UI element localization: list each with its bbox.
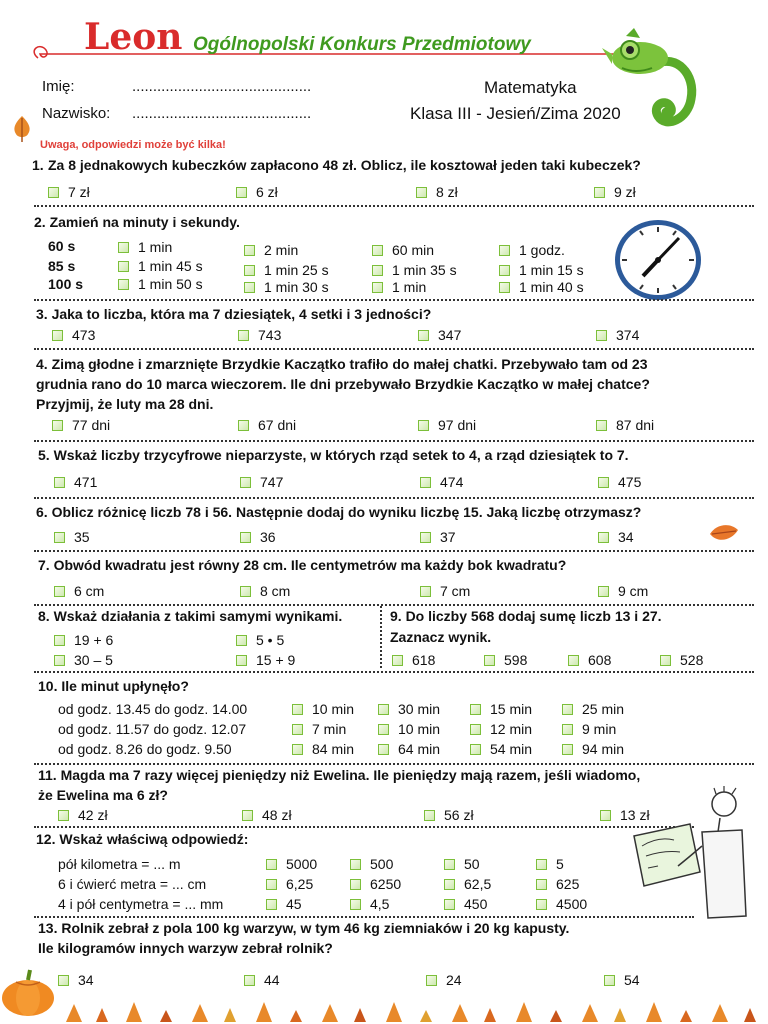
q3-option-b[interactable]: 743	[238, 327, 281, 343]
q10-option[interactable]: 12 min	[470, 721, 532, 737]
q12-row1-label: pół kilometra = ... m	[58, 856, 181, 872]
q8-option-c[interactable]: 30 – 5	[54, 652, 113, 668]
subject-label: Matematyka	[484, 78, 577, 97]
q7-option-a[interactable]: 6 cm	[54, 583, 104, 599]
q12-option[interactable]: 5000	[266, 856, 317, 872]
q10-row1-label: od godz. 13.45 do godz. 14.00	[58, 701, 248, 717]
contest-title: Ogólnopolski Konkurs Przedmiotowy	[193, 34, 531, 55]
q10-option[interactable]: 10 min	[378, 721, 440, 737]
divider	[34, 497, 754, 499]
divider	[34, 550, 754, 552]
q2-option[interactable]: 60 min	[372, 242, 434, 258]
q3-option-d[interactable]: 374	[596, 327, 639, 343]
q9-option-b[interactable]: 598	[484, 652, 527, 668]
q1-option-a[interactable]: 7 zł	[48, 184, 90, 200]
q12-option[interactable]: 6250	[350, 876, 401, 892]
q4-line1: 4. Zimą głodne i zmarznięte Brzydkie Kaczątko trafiło do małej chatki. Przebywało tam od 23	[36, 356, 648, 372]
q12-option[interactable]: 62,5	[444, 876, 491, 892]
q10-option[interactable]: 64 min	[378, 741, 440, 757]
q2-text: 2. Zamień na minuty i sekundy.	[34, 214, 240, 230]
q13-line1: 13. Rolnik zebrał z pola 100 kg warzyw, w tym 46 kg ziemniaków i 20 kg kapusty.	[38, 920, 570, 936]
divider	[34, 348, 754, 350]
q11-line2: że Ewelina ma 6 zł?	[38, 787, 168, 803]
q4-line2: grudnia rano do 10 marca wieczorem. Ile dni przebywało Brzydkie Kaczątko w małej chatce?	[36, 376, 650, 392]
q5-option-a[interactable]: 471	[54, 474, 97, 490]
q1-option-d[interactable]: 9 zł	[594, 184, 636, 200]
q10-option[interactable]: 30 min	[378, 701, 440, 717]
stick-figure-icon	[628, 786, 752, 922]
q12-option[interactable]: 625	[536, 876, 579, 892]
q10-row2-label: od godz. 11.57 do godz. 12.07	[58, 721, 247, 737]
q4-option-b[interactable]: 67 dni	[238, 417, 296, 433]
column-divider	[380, 606, 382, 668]
q2-row3-label: 100 s	[48, 276, 84, 292]
divider	[34, 205, 754, 207]
q5-option-d[interactable]: 475	[598, 474, 641, 490]
q8-option-a[interactable]: 19 + 6	[54, 632, 113, 648]
q3-text: 3. Jaka to liczba, która ma 7 dziesiątek, 4 setki i 3 jedności?	[36, 306, 432, 322]
q10-option[interactable]: 84 min	[292, 741, 354, 757]
q6-option-d[interactable]: 34	[598, 529, 634, 545]
class-season-label: Klasa III - Jesień/Zima 2020	[410, 104, 621, 123]
q10-option[interactable]: 94 min	[562, 741, 624, 757]
q7-option-d[interactable]: 9 cm	[598, 583, 648, 599]
q13-option-b[interactable]: 44	[244, 972, 280, 988]
name-field[interactable]: ...........................................	[132, 78, 312, 95]
q12-text: 12. Wskaż właściwą odpowiedź:	[36, 831, 249, 847]
q11-option-d[interactable]: 13 zł	[600, 807, 650, 823]
checkbox[interactable]	[48, 187, 59, 198]
q2-option[interactable]: 1 min 40 s	[499, 279, 584, 295]
q2-option[interactable]: 1 min 35 s	[372, 262, 457, 278]
q10-option[interactable]: 25 min	[562, 701, 624, 717]
q2-row2-label: 85 s	[48, 258, 76, 274]
q7-option-b[interactable]: 8 cm	[240, 583, 290, 599]
q10-option[interactable]: 7 min	[292, 721, 346, 737]
q9-option-c[interactable]: 608	[568, 652, 611, 668]
divider	[34, 671, 754, 673]
q13-option-a[interactable]: 34	[58, 972, 94, 988]
warning-note: Uwaga, odpowiedzi może być kilka!	[40, 139, 226, 151]
q9-option-d[interactable]: 528	[660, 652, 703, 668]
q10-option[interactable]: 54 min	[470, 741, 532, 757]
q2-option[interactable]: 1 min 30 s	[244, 279, 329, 295]
divider	[34, 763, 754, 765]
q13-option-d[interactable]: 54	[604, 972, 640, 988]
name-label: Imię:	[42, 78, 75, 95]
q8-option-b[interactable]: 5 • 5	[236, 632, 284, 648]
divider	[34, 916, 694, 918]
q2-option[interactable]: 1 min 15 s	[499, 262, 584, 278]
q11-line1: 11. Magda ma 7 razy więcej pieniędzy niż Ewelina. Ile pieniędzy mają razem, jeśli wiadomo,	[38, 767, 641, 783]
q10-row3-label: od godz. 8.26 do godz. 9.50	[58, 741, 232, 757]
q2-option[interactable]: 1 godz.	[499, 242, 565, 258]
q12-option[interactable]: 45	[266, 896, 302, 912]
q6-option-c[interactable]: 37	[420, 529, 456, 545]
q10-option[interactable]: 9 min	[562, 721, 616, 737]
q2-option[interactable]: 1 min 45 s	[118, 258, 203, 274]
autumn-leaves-border	[56, 994, 768, 1024]
q9-option-a[interactable]: 618	[392, 652, 435, 668]
q5-text: 5. Wskaż liczby trzycyfrowe nieparzyste, w których rząd setek to 4, a rząd dziesiątek to 7.	[38, 447, 629, 463]
q12-option[interactable]: 50	[444, 856, 480, 872]
q11-option-b[interactable]: 48 zł	[242, 807, 292, 823]
q12-option[interactable]: 500	[350, 856, 393, 872]
q12-option[interactable]: 4,5	[350, 896, 389, 912]
checkbox[interactable]	[416, 187, 427, 198]
pumpkin-icon	[0, 968, 56, 1018]
q13-line2: Ile kilogramów innych warzyw zebrał rolnik?	[38, 940, 333, 956]
q8-option-d[interactable]: 15 + 9	[236, 652, 295, 668]
divider	[34, 299, 754, 301]
q3-option-c[interactable]: 347	[418, 327, 461, 343]
q7-option-c[interactable]: 7 cm	[420, 583, 470, 599]
q6-text: 6. Oblicz różnicę liczb 78 i 56. Następnie dodaj do wyniku liczbę 15. Jaką liczbę otrzymasz?	[36, 504, 642, 520]
q4-line3: Przyjmij, że luty ma 28 dni.	[36, 396, 214, 412]
divider	[34, 604, 754, 606]
q13-option-c[interactable]: 24	[426, 972, 462, 988]
divider	[34, 826, 694, 828]
leaf-icon	[708, 522, 740, 544]
clock-icon	[613, 218, 703, 302]
q11-option-a[interactable]: 42 zł	[58, 807, 108, 823]
q12-option[interactable]: 450	[444, 896, 487, 912]
q3-option-a[interactable]: 473	[52, 327, 95, 343]
q5-option-c[interactable]: 474	[420, 474, 463, 490]
q6-option-a[interactable]: 35	[54, 529, 90, 545]
q2-option[interactable]: 1 min 25 s	[244, 262, 329, 278]
q11-option-c[interactable]: 56 zł	[424, 807, 474, 823]
q2-option[interactable]: 2 min	[244, 242, 298, 258]
q7-text: 7. Obwód kwadratu jest równy 28 cm. Ile centymetrów ma każdy bok kwadratu?	[38, 557, 567, 573]
q4-option-d[interactable]: 87 dni	[596, 417, 654, 433]
surname-field[interactable]: ...........................................	[132, 105, 312, 122]
q9-line2: Zaznacz wynik.	[390, 629, 492, 645]
q4-option-a[interactable]: 77 dni	[52, 417, 110, 433]
q12-row3-label: 4 i pół centymetra = ... mm	[58, 896, 224, 912]
q12-option[interactable]: 6,25	[266, 876, 313, 892]
q1-option-b[interactable]: 6 zł	[236, 184, 278, 200]
checkbox[interactable]	[236, 187, 247, 198]
q1-option-c[interactable]: 8 zł	[416, 184, 458, 200]
q2-option[interactable]: 1 min	[118, 239, 172, 255]
q1-number: 1.	[32, 157, 44, 173]
q4-option-c[interactable]: 97 dni	[418, 417, 476, 433]
divider	[34, 440, 754, 442]
brand-title: Leon	[84, 16, 183, 58]
q5-option-b[interactable]: 747	[240, 474, 283, 490]
q10-option[interactable]: 10 min	[292, 701, 354, 717]
q1-text: Za 8 jednakowych kubeczków zapłacono 48 zł. Oblicz, ile kosztował jeden taki kubeczek?	[48, 157, 641, 173]
surname-label: Nazwisko:	[42, 105, 111, 122]
q12-option[interactable]: 5	[536, 856, 564, 872]
q10-text: 10. Ile minut upłynęło?	[38, 678, 189, 694]
q12-option[interactable]: 4500	[536, 896, 587, 912]
checkbox[interactable]	[594, 187, 605, 198]
q6-option-b[interactable]: 36	[240, 529, 276, 545]
q2-option[interactable]: 1 min	[372, 279, 426, 295]
q2-row1-label: 60 s	[48, 238, 76, 254]
q8-text: 8. Wskaż działania z takimi samymi wynikami.	[38, 608, 343, 624]
q9-line1: 9. Do liczby 568 dodaj sumę liczb 13 i 27.	[390, 608, 662, 624]
leaf-icon	[10, 114, 34, 144]
q2-option[interactable]: 1 min 50 s	[118, 276, 203, 292]
q12-row2-label: 6 i ćwierć metra = ... cm	[58, 876, 207, 892]
q10-option[interactable]: 15 min	[470, 701, 532, 717]
